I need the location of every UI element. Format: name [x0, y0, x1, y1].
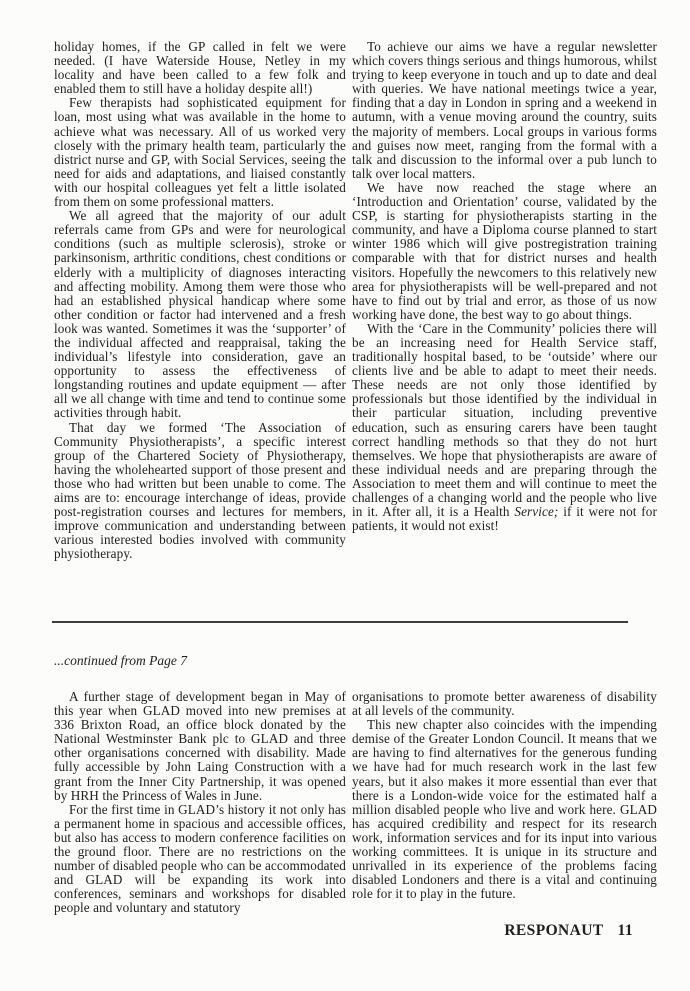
continued-article-left-column	[54, 690, 346, 916]
paragraph: organisations to promote better awareness of disability at all levels of the community.	[352, 689, 657, 719]
paragraph: A further stage of development began in May of this year when GLAD moved into new premises at 336 Brixton Road, an office block donated by the National Westminster Bank plc to GLAD and three other organisations concerned with disability. Made fully accessible by John Laing Construction with a grant from the Inner City Partnership, it was opened by HRH the Princess of Wales in June.	[54, 689, 346, 803]
magazine-title: RESPONAUT	[504, 922, 604, 939]
paragraph: Few therapists had sophisticated equipment for loan, most using what was available in the home to achieve what was necessary. All of us worked very closely with the primary health team, particularly the district nurse and GP, with Social Services, seeing the need for aids and adaptations, and liaised constantly with our hospital colleagues yet felt a little isolated from them on some professional matters.	[54, 95, 346, 210]
page-footer	[504, 922, 633, 940]
top-article-left-column	[54, 40, 346, 561]
paragraph: With the ‘Care in the Community’ policies there will be an increasing need for Health Service staff, traditionally hospital based, to be ‘outside’ where our clients live and be able to adapt to meet their needs. These needs are not only those identified by professionals but those identified by the individual in their particular situation, including preventive education, such as ensuring carers have been taught correct handling methods so that they do not hurt themselves. We hope that physiotherapists are aware of these individual needs and are preparing through the Association to meet them and will continue to meet the challenges of a changing world and the people who live in it. After all, it is a Health Service; if it were not for patients, it would not exist!	[352, 320, 657, 534]
paragraph: That day we formed ‘The Association of Community Physiotherapists’, a specific interest group of the Chartered Society of Physiotherapy, having the wholehearted support of those present and those who had written but been unable to come. The aims are to: encourage interchange of ideas, provide post-registration courses and lectures for members, improve communication and understanding between various interested bodies involved with community physiotherapy.	[54, 419, 346, 562]
section-divider-rule	[52, 621, 628, 623]
paragraph: We have now reached the stage where an ‘Introduction and Orientation’ course, validated by the CSP, is starting for physiotherapists starting in the community, and have a Diploma course planned to start winter 1986 which will give postregistration training comparable with that for district nurses and health visitors. Hopefully the newcomers to this relatively new area for physiotherapists will be well-prepared and not have to find out by trial and error, as those of us now working have done, the best way to go about things.	[352, 179, 657, 322]
page-number: 11	[617, 922, 633, 939]
continued-from-page-note: ...continued from Page 7	[54, 653, 187, 668]
paragraph: We all agreed that the majority of our adult referrals came from GPs and were for neurological conditions (such as multiple sclerosis), stroke or parkinsonism, arthritic conditions, chest conditions or elderly with a multiplicity of diagnoses interacting and affecting mobility. Among them were those who had an established physical handicap where some other condition or factor had intervened and a fresh look was wanted. Sometimes it was the ‘supporter’ of the individual affected and reappraisal, taking the individual’s lifestyle into consideration, gave an opportunity to assess the effectiveness of longstanding routines and update equipment — after all we all change with time and tend to continue some activities through habit.	[54, 208, 346, 421]
paragraph: holiday homes, if the GP called in felt we were needed. (I have Waterside House, Netley in my locality and have been called to a few folk and enabled them to still have a holiday despite all!)	[54, 39, 346, 97]
continued-article-right-column	[352, 690, 657, 901]
top-article-right-column	[352, 40, 657, 533]
paragraph: To achieve our aims we have a regular newsletter which covers things serious and things humorous, whilst trying to keep everyone in touch and up to date and deal with queries. We have national meetings twice a year, finding that a day in London in spring and a weekend in autumn, with a venue moving around the country, suits the majority of members. Local groups in various forms and guises now meet, ranging from the formal with a talk and discussion to the informal over a pub lunch to talk over local matters.	[352, 39, 657, 181]
paragraph: This new chapter also coincides with the impending demise of the Greater London Council. It means that we are having to find alternatives for the generous funding we have had for much research work in the last few years, but it also makes it more essential than ever that there is a London-wide voice for the estimated half a million disabled people who live and work here. GLAD has acquired credibility and respect for its research work, information services and for its input into various working committees. It is unique in its structure and unrivalled in its experience of the problems facing disabled Londoners and there is a vital and continuing role for it to play in the future.	[352, 717, 657, 902]
paragraph: For the first time in GLAD’s history it not only has a permanent home in spacious and accessible offices, but also has access to modern conference facilities on the ground floor. There are no restrictions on the number of disabled people who can be accommodated and GLAD will be expanding its work into conferences, seminars and workshops for disabled people and voluntary and statutory	[54, 801, 346, 916]
